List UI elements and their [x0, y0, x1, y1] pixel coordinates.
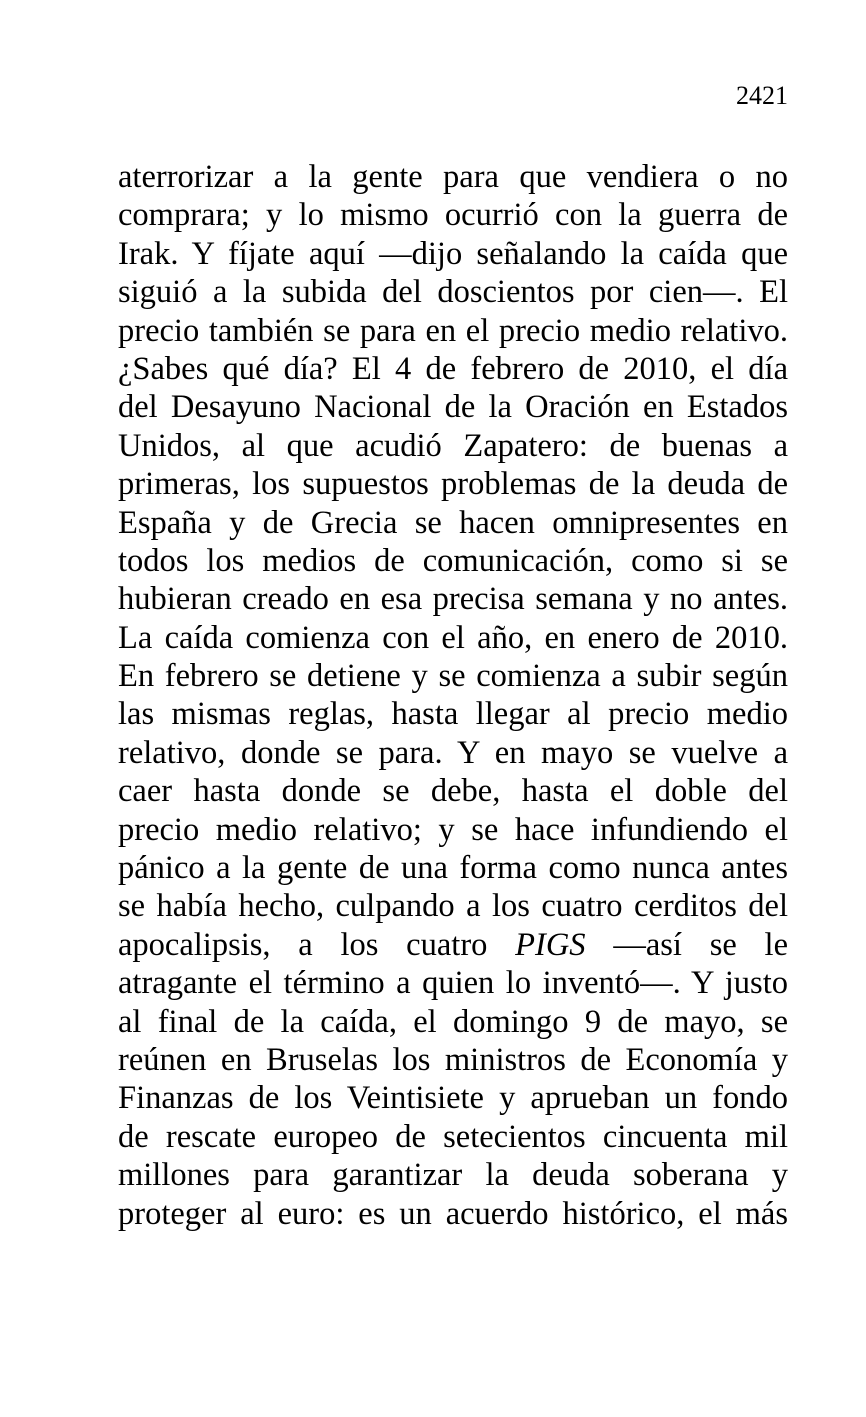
text-line: Finanzas de los Veintisiete y aprueban un fondo [118, 1080, 788, 1117]
text-line: precio medio relativo; y se hace infundiendo el [118, 811, 788, 848]
text-line: al final de la caída, el domingo 9 de mayo, se [118, 1003, 788, 1040]
text-line: ¿Sabes qué día? El 4 de febrero de 2010, el día [118, 350, 788, 387]
text-line: En febrero se detiene y se comienza a subir según [118, 658, 788, 695]
text-line: se había hecho, culpando a los cuatro cerditos del [118, 888, 788, 925]
text-line: España y de Grecia se hacen omnipresentes en [118, 504, 788, 541]
text-line: las mismas reglas, hasta llegar al precio medio [118, 696, 788, 733]
text-line: Irak. Y fíjate aquí —dijo señalando la caída que [118, 235, 788, 272]
text-line-with-italic [118, 926, 788, 964]
text-line: millones para garantizar la deuda soberana y [118, 1157, 788, 1194]
text-segment: apocalipsis, a los cuatro [118, 926, 516, 963]
text-line: proteger al euro: es un acuerdo histórico, el más [118, 1195, 788, 1232]
text-segment: —así se le [585, 926, 788, 963]
text-line: primeras, los supuestos problemas de la deuda de [118, 466, 788, 503]
body-text [118, 158, 788, 1233]
page-number: 2421 [736, 81, 788, 110]
text-line: de rescate europeo de setecientos cincuenta mil [118, 1118, 788, 1155]
text-line: comprara; y lo mismo ocurrió con la guerra de [118, 197, 788, 234]
text-line: relativo, donde se para. Y en mayo se vuelve a [118, 734, 788, 771]
text-line: hubieran creado en esa precisa semana y no antes. [118, 581, 788, 618]
text-line: precio también se para en el precio medio relativo. [118, 312, 788, 349]
text-line: siguió a la subida del doscientos por cien—. El [118, 274, 788, 311]
text-line: atragante el término a quien lo inventó—. Y justo [118, 965, 788, 1002]
text-line: Unidos, al que acudió Zapatero: de buenas a [118, 427, 788, 464]
text-line: del Desayuno Nacional de la Oración en Estados [118, 389, 788, 426]
text-line: aterrorizar a la gente para que vendiera o no [118, 159, 788, 195]
text-line: pánico a la gente de una forma como nunca antes [118, 850, 788, 887]
italic-term: PIGS [515, 926, 586, 963]
text-line: reúnen en Bruselas los ministros de Economía y [118, 1041, 788, 1078]
text-line: La caída comienza con el año, en enero de 2010. [118, 619, 788, 656]
text-line: caer hasta donde se debe, hasta el doble del [118, 773, 788, 810]
text-line: todos los medios de comunicación, como si se [118, 542, 788, 579]
